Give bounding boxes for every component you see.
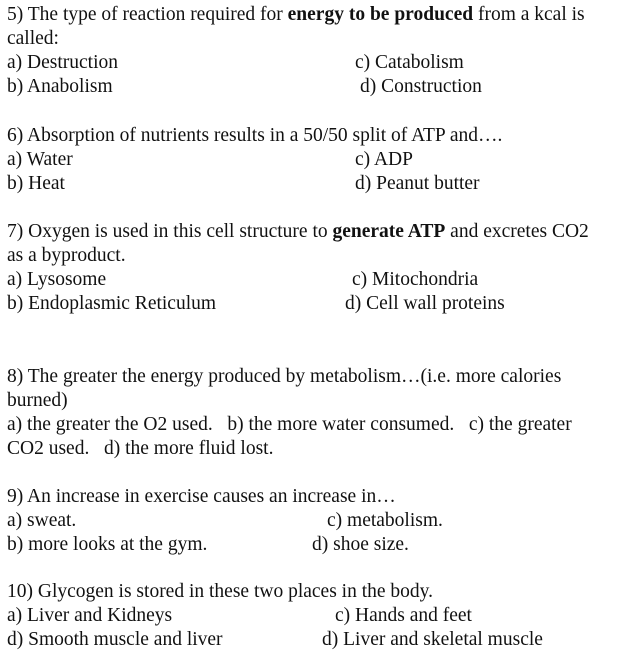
question-9-stem: 9) An increase in exercise causes an increase in…	[7, 486, 396, 507]
q10-option-d: d) Liver and skeletal muscle	[322, 629, 543, 650]
q8-options-line1: a) the greater the O2 used. b) the more water consumed. c) the greater	[7, 414, 572, 435]
question-7-stem-line2: as a byproduct.	[7, 245, 126, 266]
question-5-stem-line2: called:	[7, 28, 59, 49]
question-10-stem: 10) Glycogen is stored in these two places in the body.	[7, 581, 434, 602]
q5-stem-bold: energy to be produced	[287, 4, 474, 25]
question-5-stem	[7, 3, 585, 27]
q9-option-b: b) more looks at the gym.	[7, 534, 208, 555]
q7-option-d: d) Cell wall proteins	[345, 293, 505, 314]
q5-option-b: b) Anabolism	[7, 76, 113, 97]
q6-option-d: d) Peanut butter	[355, 173, 480, 194]
q6-option-b: b) Heat	[7, 173, 65, 194]
q10-option-c: c) Hands and feet	[335, 605, 472, 626]
q7-stem-part3: and excretes CO2	[445, 221, 589, 242]
q5-option-a: a) Destruction	[7, 52, 119, 73]
q7-option-b: b) Endoplasmic Reticulum	[7, 293, 217, 314]
question-8-stem: 8) The greater the energy produced by metabolism…(i.e. more calories	[7, 366, 562, 387]
q7-option-c: c) Mitochondria	[352, 269, 479, 290]
q6-option-c: c) ADP	[355, 149, 413, 170]
q7-stem-bold: generate ATP	[332, 221, 446, 242]
question-8-stem-line2: burned)	[7, 390, 68, 411]
q5-stem-part3: from a kcal is	[473, 4, 585, 25]
q10-option-a: a) Liver and Kidneys	[7, 605, 173, 626]
q6-option-a: a) Water	[7, 149, 73, 170]
q5-option-d: d) Construction	[360, 76, 482, 97]
q5-option-c: c) Catabolism	[355, 52, 464, 73]
question-6-stem: 6) Absorption of nutrients results in a 50/50 split of ATP and….	[7, 125, 503, 146]
q9-option-d: d) shoe size.	[312, 534, 409, 555]
q7-option-a: a) Lysosome	[7, 269, 107, 290]
q9-option-a: a) sweat.	[7, 510, 77, 531]
question-7-stem	[7, 220, 589, 244]
q10-option-second: d) Smooth muscle and liver	[7, 629, 223, 650]
q7-stem-part1: 7) Oxygen is used in this cell structure to	[7, 221, 333, 242]
q5-stem-part1: 5) The type of reaction required for	[7, 4, 288, 25]
q8-options-line2: CO2 used. d) the more fluid lost.	[7, 438, 274, 459]
q9-option-c: c) metabolism.	[327, 510, 443, 531]
